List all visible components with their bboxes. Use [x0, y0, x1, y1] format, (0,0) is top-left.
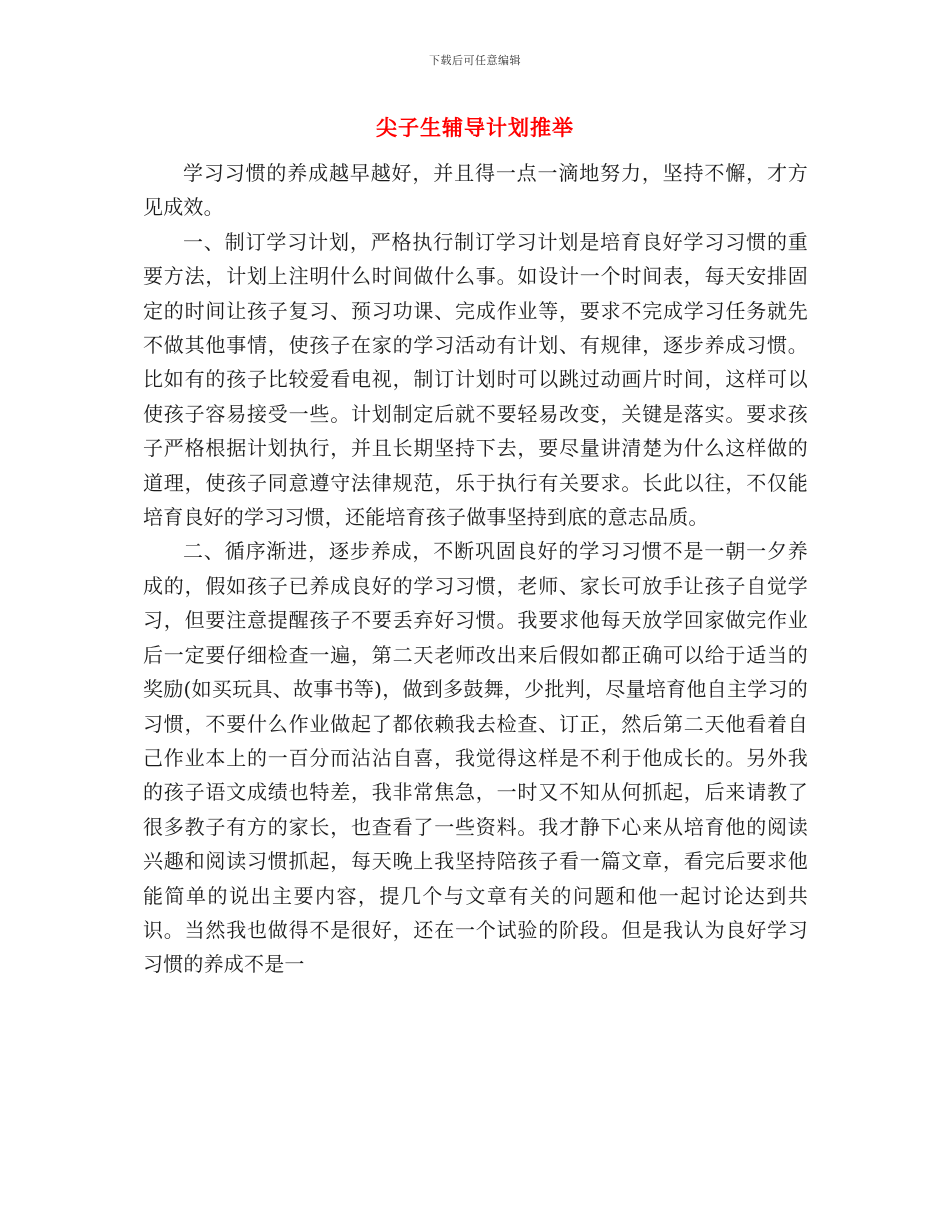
document-body — [143, 156, 808, 982]
header-note: 下载后可任意编辑 — [429, 54, 521, 67]
paragraph-section-1: 一、制订学习计划，严格执行制订学习计划是培育良好学习习惯的重要方法，计划上注明什么时间做什么事。如设计一个时间表，每天安排固定的时间让孩子复习、预习功课、完成作业等，要求不完成学习任务就先不做其他事情，使孩子在家的学习活动有计划、有规律，逐步养成习惯。比如有的孩子比较爱看电视，制订计划时可以跳过动画片时间，这样可以使孩子容易接受一些。计划制定后就不要轻易改变，关键是落实。要求孩子严格根据计划执行，并且长期坚持下去，要尽量讲清楚为什么这样做的道理，使孩子同意遵守法律规范，乐于执行有关要求。长此以往，不仅能培育良好的学习习惯，还能培育孩子做事坚持到底的意志品质。 — [143, 229, 808, 530]
document-title: 尖子生辅导计划推举 — [376, 115, 574, 140]
paragraph-intro: 学习习惯的养成越早越好，并且得一点一滴地努力，坚持不懈，才方见成效。 — [143, 161, 808, 220]
paragraph-section-2: 二、循序渐进，逐步养成，不断巩固良好的学习习惯不是一朝一夕养成的，假如孩子已养成良好的学习习惯，老师、家长可放手让孩子自觉学习，但要注意提醒孩子不要丢弃好习惯。我要求他每天放学回家做完作业后一定要仔细检查一遍，第二天老师改出来后假如都正确可以给于适当的奖励(如买玩具、故事书等)，做到多鼓舞，少批判，尽量培育他自主学习的习惯，不要什么作业做起了都依赖我去检查、订正，然后第二天他看着自己作业本上的一百分而沾沾自喜，我觉得这样是不利于他成长的。另外我的孩子语文成绩也特差，我非常焦急，一时又不知从何抓起，后来请教了很多教子有方的家长，也查看了一些资料。我才静下心来从培育他的阅读兴趣和阅读习惯抓起，每天晚上我坚持陪孩子看一篇文章，看完后要求他能简单的说出主要内容，提几个与文章有关的问题和他一起讨论达到共识。当然我也做得不是很好，还在一个试验的阶段。但是我认为良好学习习惯的养成不是一 — [143, 539, 808, 977]
